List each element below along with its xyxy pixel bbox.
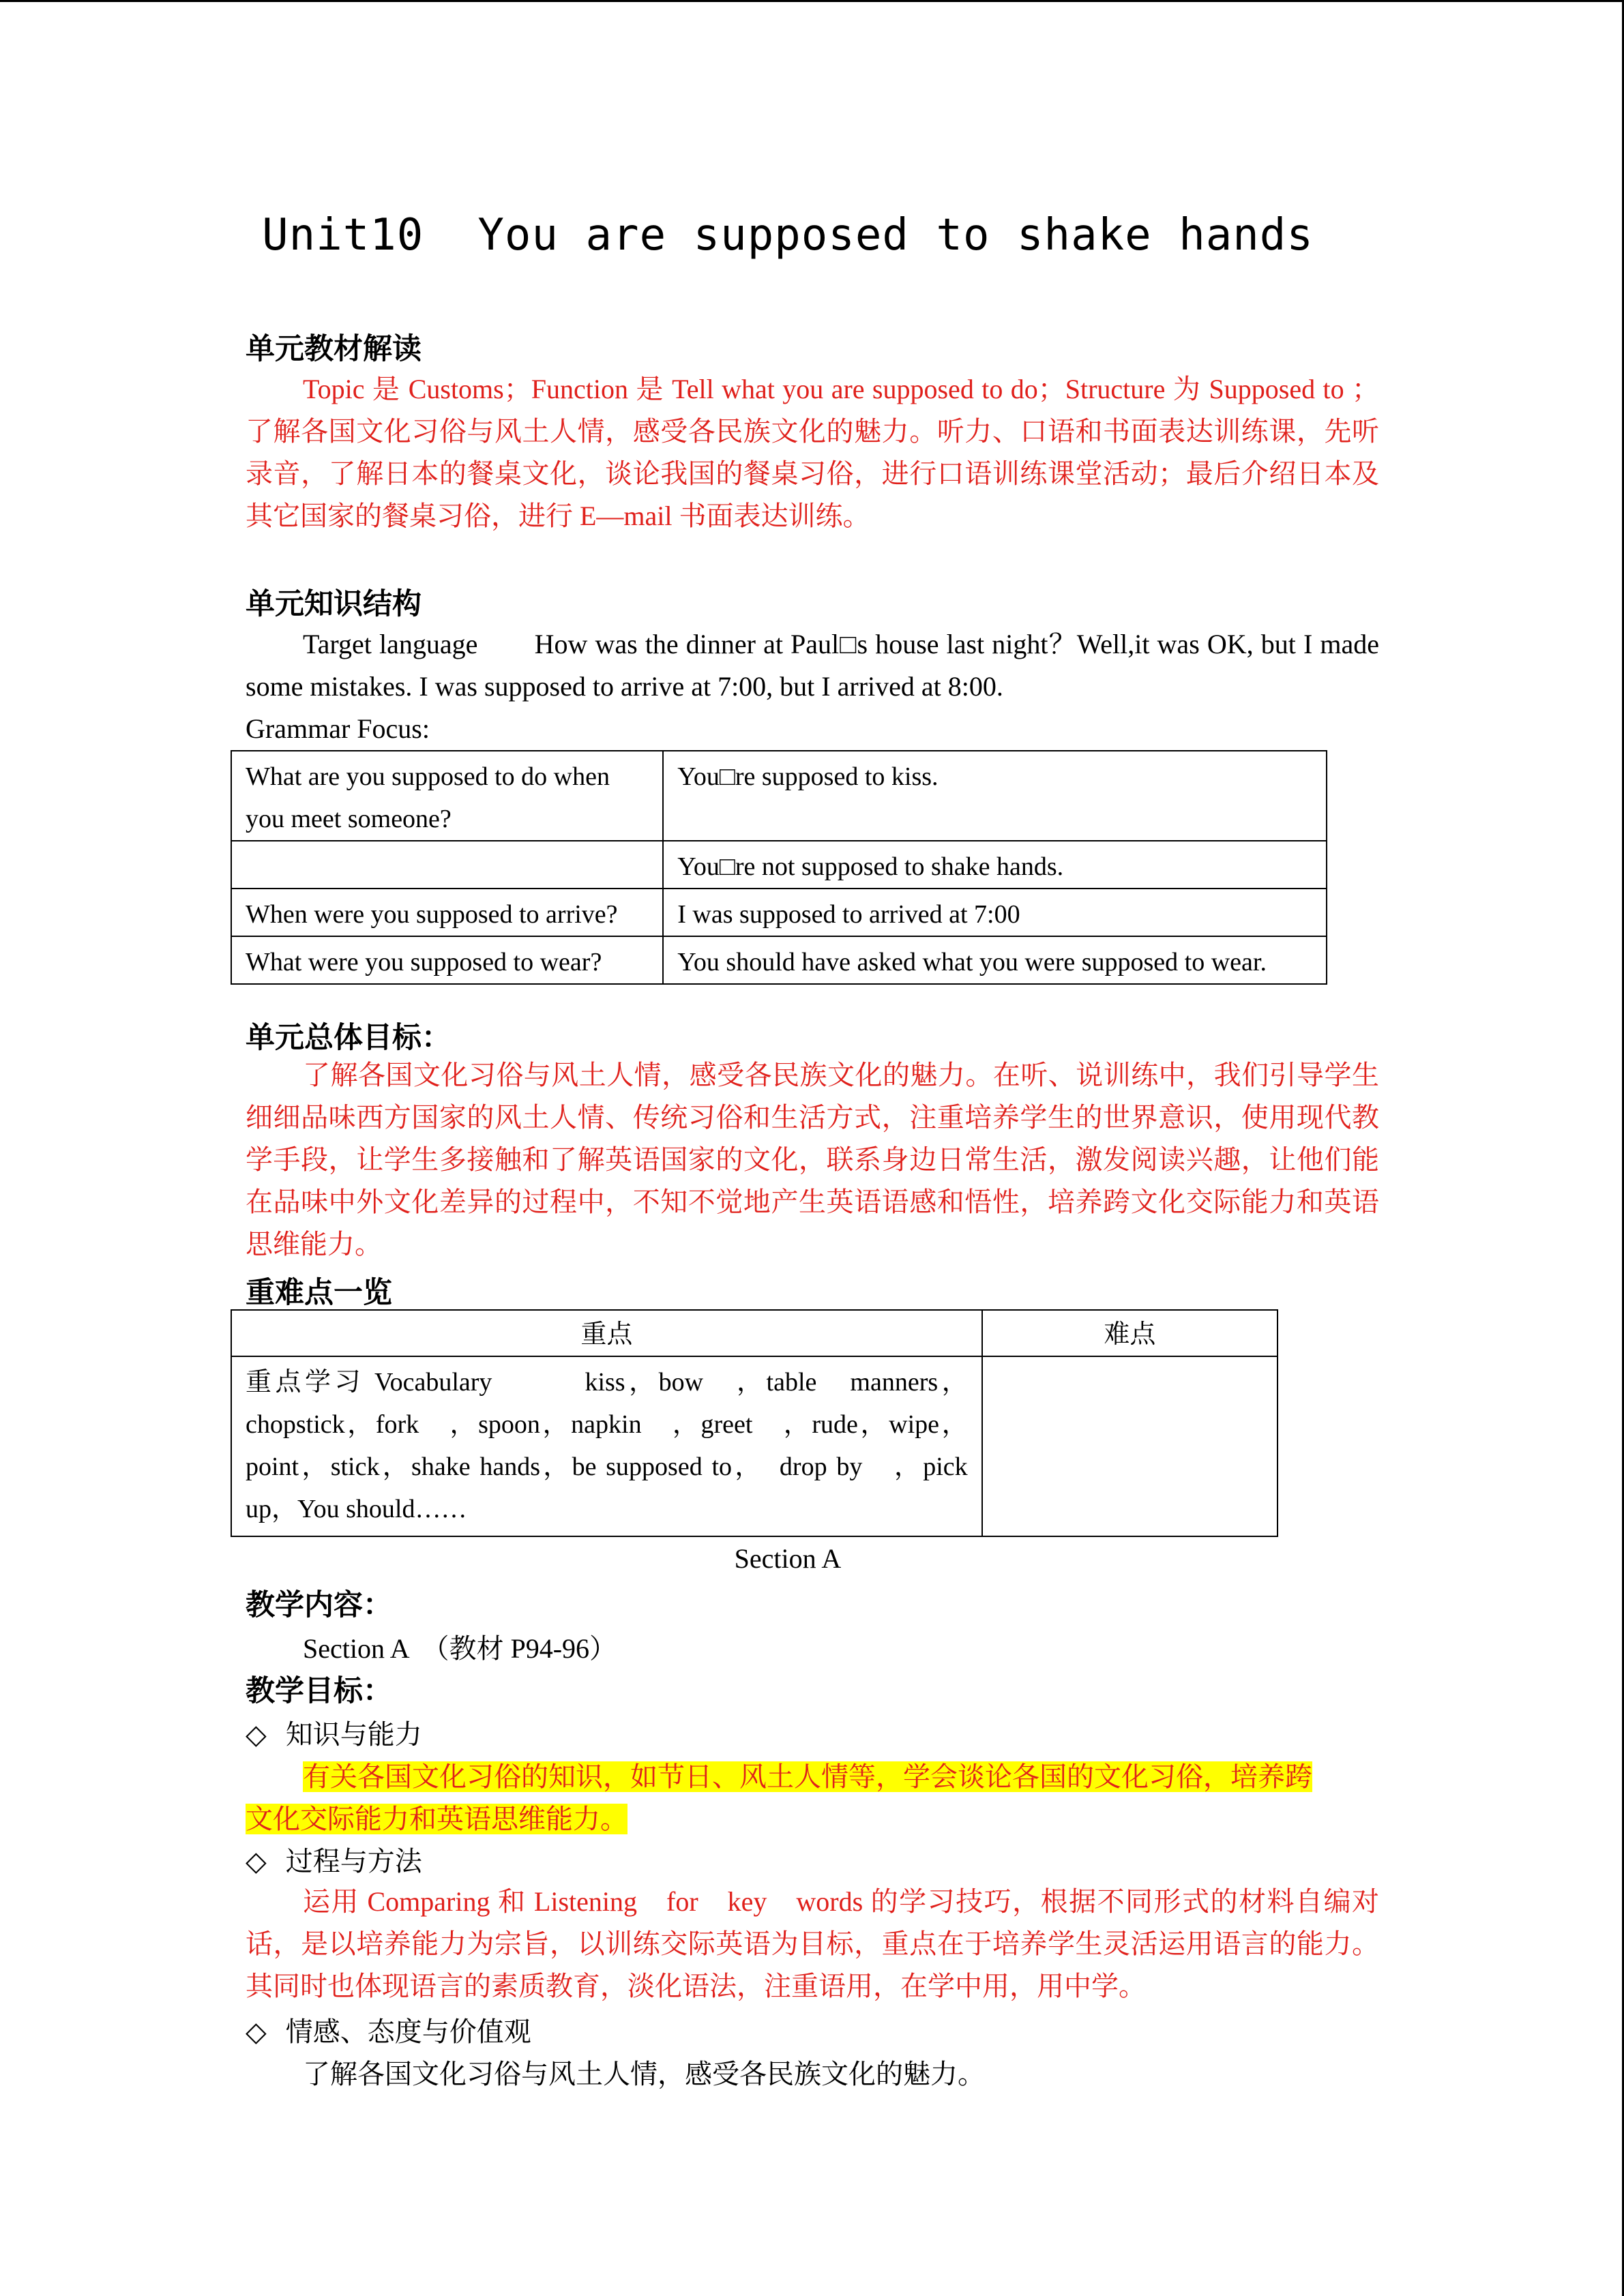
heading-key-difficult-points: 重难点一览 <box>246 1276 392 1310</box>
column-header-key: 重点 <box>231 1310 982 1356</box>
process-goal-text: 运用 Comparing 和 Listening for key words 的学习技巧，根据不同形式的材料自编对话，是以培养能力为宗旨，以训练交际英语为目标，重点在于培养学生灵活运用语言的能力。其同时也体现语言的素质教育，淡化语法，注重语用，在学中用，用中学。 <box>246 1886 1379 2001</box>
unit-goals-text: 了解各国文化习俗与风土人情，感受各民族文化的魅力。在听、说训练中，我们引导学生细细品味西方国家的风土人情、传统习俗和生活方式，注重培养学生的世界意识，使用现代教学手段，让学生多接触和了解英语国家的文化，联系身边日常生活，激发阅读兴趣，让他们能在品味中外文化差异的过程中，不知不觉地产生英语语感和悟性，培养跨文化交际能力和英语思维能力。 <box>246 1060 1379 1259</box>
grammar-focus-label: Grammar Focus: <box>246 713 430 744</box>
diamond-bullet-icon: ◇ <box>246 1719 267 1750</box>
goal-item-knowledge <box>246 1713 422 1752</box>
knowledge-goal-line1 <box>303 1755 1312 1794</box>
highlighted-text: 有关各国文化习俗的知识，如节日、风土人情等，学会谈论各国的文化习俗，培养跨 <box>303 1761 1312 1792</box>
section-a-label: Section A <box>734 1543 842 1574</box>
diamond-bullet-icon: ◇ <box>246 1846 267 1877</box>
page-top-border <box>0 0 1624 2</box>
heading-unit-goals: 单元总体目标： <box>246 1021 451 1055</box>
table-cell: What are you supposed to do when you meet someone? <box>231 751 663 841</box>
heading-knowledge-structure: 单元知识结构 <box>246 587 422 621</box>
table-cell: What were you supposed to wear? <box>231 936 663 984</box>
table-cell: You□re supposed to kiss. <box>663 751 1327 841</box>
table-row <box>231 936 1327 984</box>
heading-unit-material: 单元教材解读 <box>246 332 422 366</box>
goal-item-label: 知识与能力 <box>285 1719 422 1750</box>
highlighted-text: 文化交际能力和英语思维能力。 <box>246 1804 628 1834</box>
table-row <box>231 751 1327 841</box>
table-header-row <box>231 1310 1278 1356</box>
teaching-content-text: Section A （教材 P94-96） <box>303 1633 617 1664</box>
table-cell: When were you supposed to arrive? <box>231 889 663 936</box>
table-row <box>231 889 1327 936</box>
goal-item-attitude <box>246 2010 531 2049</box>
diamond-bullet-icon: ◇ <box>246 2016 267 2048</box>
key-points-table <box>231 1309 1278 1537</box>
table-cell: You□re not supposed to shake hands. <box>663 841 1327 889</box>
goal-item-label: 过程与方法 <box>285 1846 422 1877</box>
table-row <box>231 1356 1278 1536</box>
heading-teaching-content: 教学内容： <box>246 1588 392 1622</box>
table-cell: I was supposed to arrived at 7:00 <box>663 889 1327 936</box>
unit-title: Unit10 You are supposed to shake hands <box>262 210 1314 260</box>
heading-teaching-goals: 教学目标： <box>246 1674 392 1708</box>
difficult-points-cell <box>982 1356 1278 1536</box>
goal-item-process <box>246 1840 422 1879</box>
table-cell <box>231 841 663 889</box>
knowledge-goal-line2 <box>246 1798 628 1836</box>
target-language-text: Target language How was the dinner at Paul□s house last night？Well,it was OK, but I made some mistakes. I was supposed to arrive at 7:00, but I arrived at 8:00. <box>246 629 1379 702</box>
key-points-cell: 重点学习 Vocabulary kiss，bow ，table manners，chopstick，fork ，spoon，napkin ，greet ，rude，wipe，point，stick，shake hands，be supposed to， drop by ，pick up，You should…… <box>231 1356 982 1536</box>
table-cell: You should have asked what you were supposed to wear. <box>663 936 1327 984</box>
table-row <box>231 841 1327 889</box>
attitude-goal-text: 了解各国文化习俗与风土人情，感受各民族文化的魅力。 <box>303 2059 985 2089</box>
column-header-difficult: 难点 <box>982 1310 1278 1356</box>
goal-item-label: 情感、态度与价值观 <box>285 2016 531 2047</box>
grammar-table <box>231 750 1327 985</box>
unit-material-text: Topic 是 Customs；Function 是 Tell what you are supposed to do；Structure 为 Supposed to ；了解各国文化习俗与风土人情，感受各民族文化的魅力。听力、口语和书面表达训练课，先听录音，了解日本的餐桌文化，谈论我国的餐桌习俗，进行口语训练课堂活动；最后介绍日本及其它国家的餐桌习俗，进行 E—mail 书面表达训练。 <box>246 374 1379 531</box>
